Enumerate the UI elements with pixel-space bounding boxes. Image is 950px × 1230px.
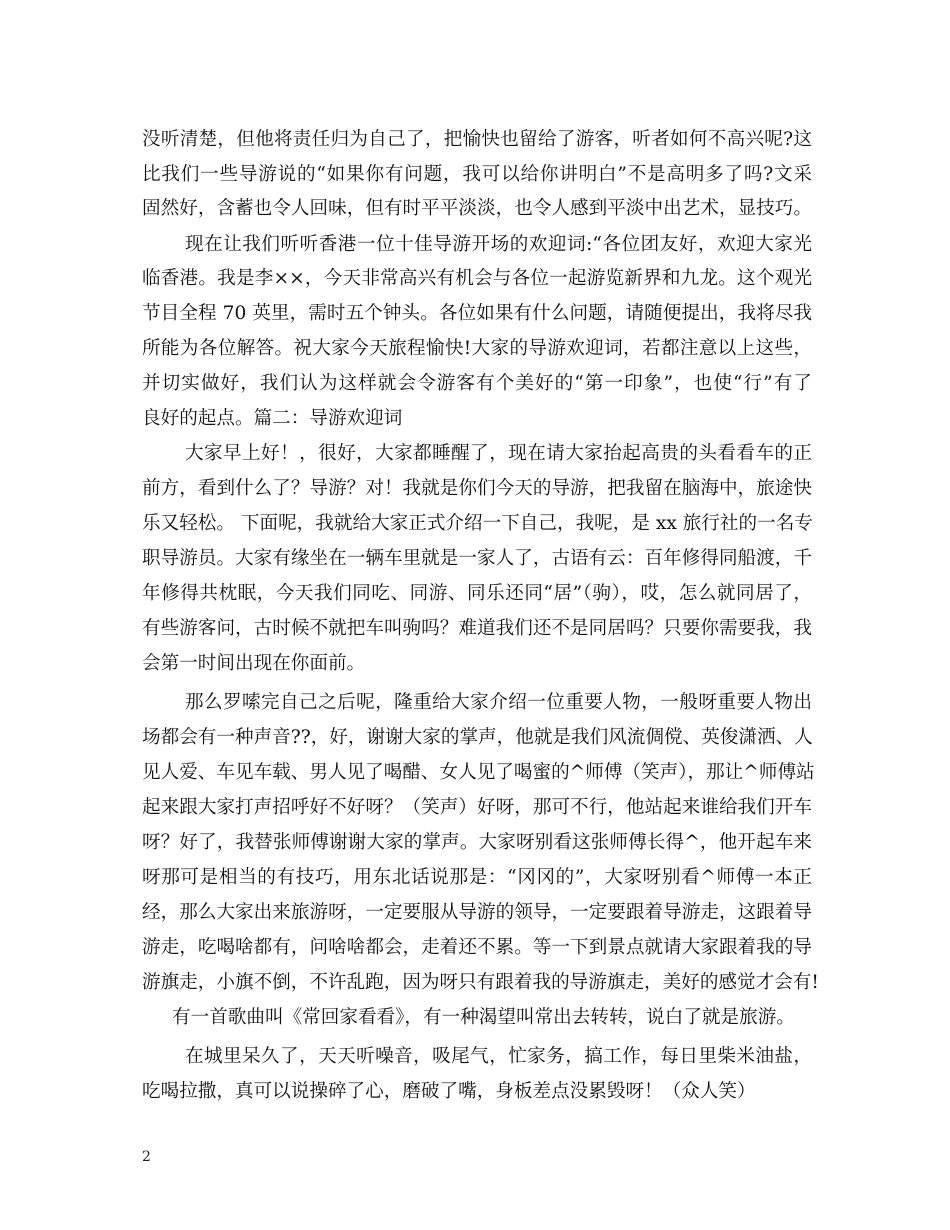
paragraph-first-line: 那么罗嗦完自己之后呢，隆重给大家介绍一位重要人物，一般呀重要人物出 bbox=[185, 692, 812, 713]
page-number: 2 bbox=[142, 1149, 151, 1165]
text-line: 吃喝拉撒，真可以说操碎了心，磨破了嘴，身板差点没累毁呀！（众人笑） bbox=[142, 1081, 756, 1102]
text-line: 经，那么大家出来旅游呀，一定要服从导游的领导，一定要跟着导游走，这跟着导 bbox=[142, 902, 812, 923]
text-line: 比我们一些导游说的“如果你有问题，我可以给你讲明白”不是高明多了吗?文采 bbox=[142, 164, 812, 185]
text-line: 游走，吃喝啥都有，问啥啥都会，走着还不累。等一下到景点就请大家跟着我的导 bbox=[142, 937, 812, 958]
text-line: 节目全程 70 英里，需时五个钟头。各位如果有什么问题，请随便提出，我将尽我 bbox=[142, 303, 812, 324]
paragraph-first-line: 在城里呆久了，天天听噪音，吸尾气，忙家务，搞工作，每日里柴米油盐， bbox=[185, 1046, 812, 1067]
text-line: 所能为各位解答。祝大家今天旅程愉快!大家的导游欢迎词，若都注意以上这些， bbox=[142, 338, 812, 359]
text-line: 起来跟大家打声招呼好不好呀？（笑声）好呀，那可不行，他站起来谁给我们开车 bbox=[142, 797, 812, 818]
text-line: 会第一时间出现在你面前。 bbox=[142, 653, 366, 674]
paragraph-first-line: 现在让我们听听香港一位十佳导游开场的欢迎词:“各位团友好，欢迎大家光 bbox=[185, 234, 812, 255]
text-line: 见人爱、车见车载、男人见了喝醋、女人见了喝蜜的^师傅（笑声），那让^师傅站 bbox=[142, 762, 815, 783]
text-line: 有些游客问，古时候不就把车叫驹吗？难道我们还不是同居吗？只要你需要我，我 bbox=[142, 618, 812, 639]
text-line: 前方，看到什么了？导游？对！我就是你们今天的导游，把我留在脑海中，旅途快 bbox=[142, 478, 812, 499]
text-line: 游旗走，小旗不倒，不许乱跑，因为呀只有跟着我的导游旗走，美好的感觉才会有! bbox=[142, 972, 819, 993]
text-line: 乐又轻松。 下面呢，我就给大家正式介绍一下自己，我呢，是 xx 旅行社的一名专 bbox=[142, 513, 813, 534]
text-line: 场都会有一种声音??，好，谢谢大家的掌声，他就是我们风流倜傥、英俊潇洒、人 bbox=[142, 727, 813, 748]
text-line: 并切实做好，我们认为这样就会令游客有个美好的“第一印象”，也使“行”有了 bbox=[142, 373, 812, 394]
paragraph-first-line: 大家早上好！，很好，大家都睡醒了，现在请大家抬起高贵的头看看车的正 bbox=[185, 443, 812, 464]
text-line: 年修得共枕眠，今天我们同吃、同游、同乐还同“居”（驹），哎，怎么就同居了， bbox=[142, 583, 812, 604]
text-line: 固然好，含蓄也令人回味，但有时平平淡淡，也令人感到平淡中出艺术，显技巧。 bbox=[142, 198, 812, 219]
text-line: 临香港。我是李××，今天非常高兴有机会与各位一起游览新界和九龙。这个观光 bbox=[142, 268, 812, 289]
text-line: 没听清楚，但他将责任归为自己了，把愉快也留给了游客，听者如何不高兴呢?这 bbox=[142, 129, 812, 150]
text-line: 职导游员。大家有缘坐在一辆车里就是一家人了，古语有云：百年修得同船渡，千 bbox=[142, 548, 812, 569]
text-line: 呀那可是相当的有技巧，用东北话说那是：“冈冈的”，大家呀别看^师傅一本正 bbox=[142, 867, 812, 888]
paragraph-first-line: 有一首歌曲叫《常回家看看》，有一种渴望叫常出去转转，说白了就是旅游。 bbox=[172, 1007, 795, 1028]
text-line: 呀？好了，我替张师傅谢谢大家的掌声。大家呀别看这张师傅长得^，他开起车来 bbox=[142, 832, 812, 853]
text-line: 良好的起点。篇二：导游欢迎词 bbox=[142, 408, 403, 429]
